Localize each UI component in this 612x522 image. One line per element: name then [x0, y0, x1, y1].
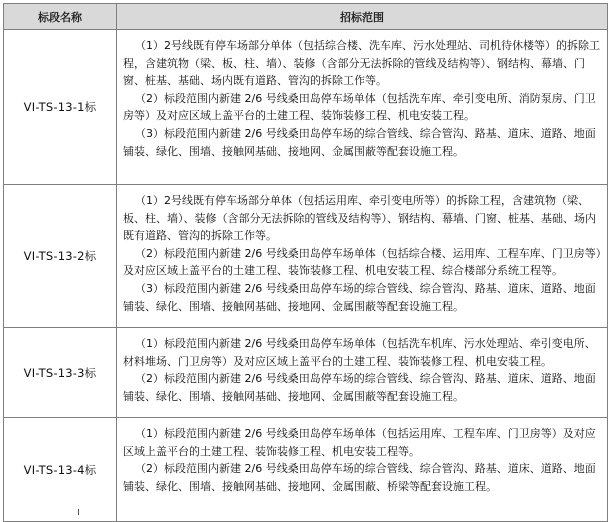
- header-bid-scope: 招标范围: [117, 4, 608, 30]
- scope-item: （1）标段范围内新建 2/6 号线桑田岛停车场单体（包括运用库、工程车库、门卫房等）及对应区域上盖平台的土建工程、装饰装修工程、机电安装工程等。: [123, 427, 596, 458]
- section-name: VI-TS-13-2标: [4, 185, 117, 328]
- scope-item: （3）标段范围内新建 2/6 号线桑田岛停车场的综合管线、综合管沟、路基、道床、道路、地面铺装、绿化、围墙、接触网基础、接地网、金属围蔽等配套设施工程。: [123, 281, 596, 313]
- table-row: [4, 185, 608, 328]
- section-name: VI-TS-13-1标: [4, 30, 117, 185]
- scope-item: （1）标段范围内新建 2/6 号线桑田岛停车场单体（包括洗车机库、污水处理站、牵引变电所、材料堆场、门卫房等）及对应区域上盖平台的土建工程、装饰装修工程、机电安装工程。: [123, 337, 596, 368]
- section-scope: [117, 328, 608, 418]
- section-scope: [117, 30, 608, 185]
- bid-scope-table: [3, 3, 608, 522]
- scope-item: （2）标段范围内新建 2/6 号线桑田岛停车场单体（包括综合楼、运用库、工程车库、门卫房等）及对应区域上盖平台的土建工程、装饰装修工程、机电安装工程、综合楼部分系统工程等。: [123, 246, 602, 278]
- table-header-row: [4, 4, 608, 30]
- scope-item: （2）标段范围内新建 2/6 号线桑田岛停车场单体（包括洗车库、牵引变电所、消防泵房、门卫房等）及对应区域上盖平台的土建工程、装饰装修工程、机电安装工程。: [123, 91, 596, 123]
- section-scope: [117, 185, 608, 328]
- table-edge-mark: [78, 509, 79, 515]
- table-row: [4, 328, 608, 418]
- scope-item: （1）2号线既有停车场部分单体（包括综合楼、洗车库、污水处理站、司机待休楼等）的拆除工程，含建筑物（梁、板、柱、墙）、装修（含部分无法拆除的管线及结构等）、钢结构、幕墙、门窗、桩基、基础、场内既有道路、管沟的拆除工作等。: [123, 39, 600, 88]
- table-row: [4, 30, 608, 185]
- scope-item: （2）标段范围内新建 2/6 号线桑田岛停车场的综合管线、综合管沟、路基、道床、道路、地面铺装、绿化、围墙、接触网基础、接地网、金属围蔽等配套设施工程。: [123, 372, 596, 403]
- section-name: VI-TS-13-3标: [4, 328, 117, 418]
- header-section-name: 标段名称: [4, 4, 117, 30]
- table-row: [4, 418, 608, 522]
- scope-item: （2）标段范围内新建 2/6 号线桑田岛停车场的综合管线、综合管沟、路基、道床、道路、地面铺装、绿化、围墙、接触网基础、接地网、金属围蔽、桥梁等配套设施工程。: [123, 462, 596, 493]
- scope-item: （3）标段范围内新建 2/6 号线桑田岛停车场的综合管线、综合管沟、路基、道床、道路、地面铺装、绿化、围墙、接触网基础、接地网、金属围蔽等配套设施工程。: [123, 126, 596, 158]
- scope-item: （1）2号线既有停车场部分单体（包括运用库、牵引变电所等）的拆除工程，含建筑物（梁、板、柱、墙）、装修（含部分无法拆除的管线及结构等）、钢结构、幕墙、门窗、桩基、基础、场内既有道路、管沟的拆除工作等。: [123, 194, 596, 243]
- section-scope: [117, 418, 608, 522]
- section-name: VI-TS-13-4标: [4, 418, 117, 522]
